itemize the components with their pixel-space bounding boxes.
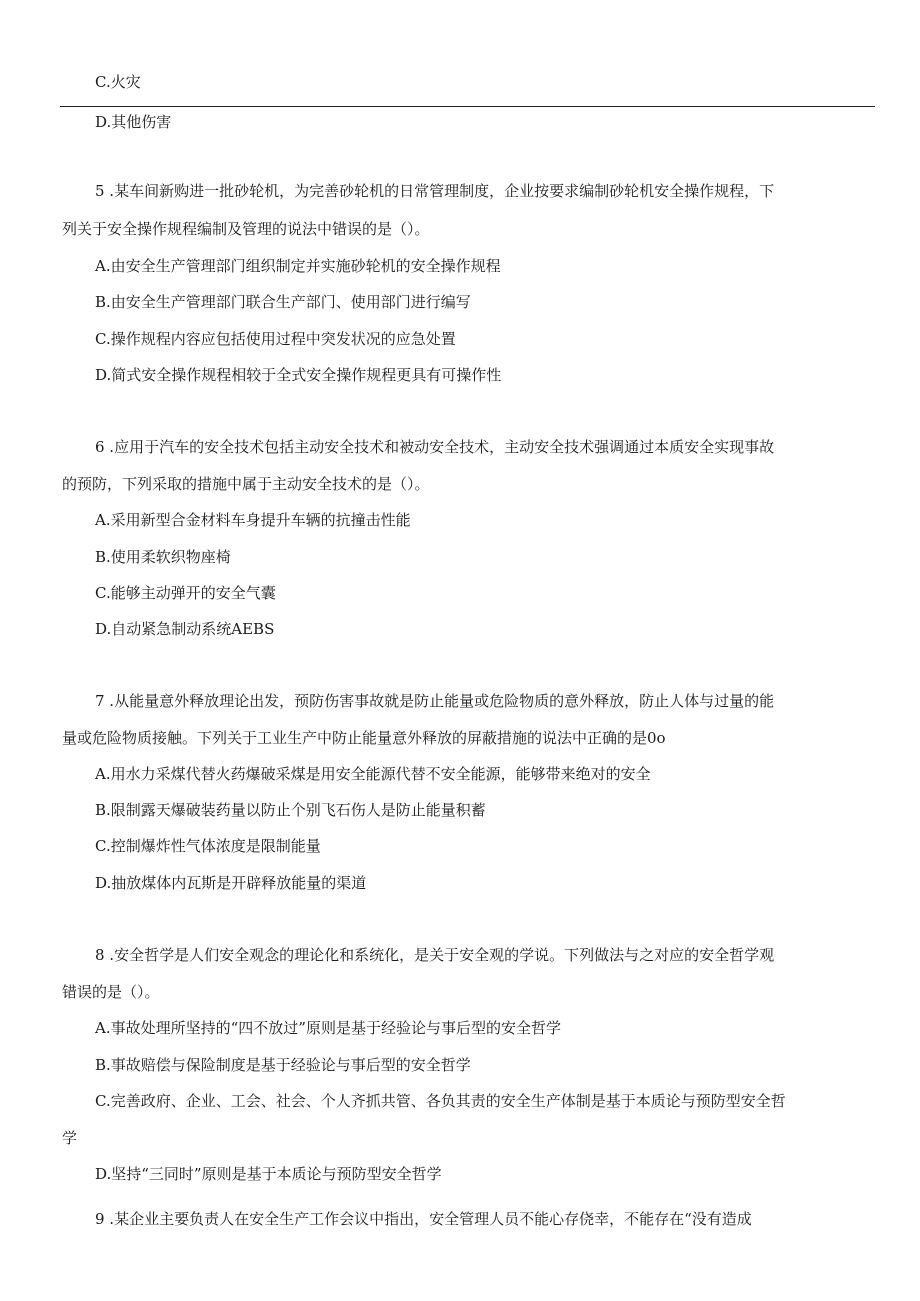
prev-option-c: C.火灾 [95, 73, 141, 91]
q5-option-a: A.由安全生产管理部门组织制定并实施砂轮机的安全操作规程 [95, 257, 501, 275]
q8-option-b: B.事故赔偿与保险制度是基于经验论与事后型的安全哲学 [95, 1056, 471, 1074]
page-divider [60, 106, 875, 107]
q5-option-d: D.简式安全操作规程相较于全式安全操作规程更具有可操作性 [95, 366, 502, 384]
q8-stem-line1: 8 .安全哲学是人们安全观念的理论化和系统化，是关于安全观的学说。下列做法与之对应的安全哲学观 [95, 946, 775, 964]
q8-option-c: C.完善政府、企业、工会、社会、个人齐抓共管、各负其责的安全生产体制是基于本质论与预防型安全哲 [95, 1092, 786, 1110]
q6-option-a: A.采用新型合金材料车身提升车辆的抗撞击性能 [95, 511, 411, 529]
q5-stem-line2: 列关于安全操作规程编制及管理的说法中错误的是（）。 [62, 220, 430, 238]
q6-stem-line2: 的预防，下列采取的措施中属于主动安全技术的是（）。 [62, 475, 430, 493]
q8-option-a: A.事故处理所坚持的“四不放过”原则是基于经验论与事后型的安全哲学 [95, 1019, 561, 1037]
q7-stem-line2: 量或危险物质接触。下列关于工业生产中防止能量意外释放的屏蔽措施的说法中正确的是0o [62, 729, 666, 747]
q5-option-b: B.由安全生产管理部门联合生产部门、使用部门进行编写 [95, 293, 471, 311]
q9-stem-line1: 9 .某企业主要负责人在安全生产工作会议中指出，安全管理人员不能心存侥幸，不能存在“没有造成 [95, 1210, 752, 1228]
q5-option-c: C.操作规程内容应包括使用过程中突发状况的应急处置 [95, 330, 456, 348]
q6-option-c: C.能够主动弹开的安全气囊 [95, 584, 276, 602]
q6-option-b: B.使用柔软织物座椅 [95, 548, 231, 566]
q7-option-b: B.限制露天爆破装药量以防止个别飞石伤人是防止能量积蓄 [95, 801, 486, 819]
q8-stem-line2: 错误的是（）。 [62, 983, 160, 1001]
prev-option-d: D.其他伤害 [95, 113, 172, 131]
q5-stem-line1: 5 .某车间新购进一批砂轮机，为完善砂轮机的日常管理制度，企业按要求编制砂轮机安全操作规程，下 [95, 182, 775, 200]
q7-option-c: C.控制爆炸性气体浓度是限制能量 [95, 837, 321, 855]
q6-stem-line1: 6 .应用于汽车的安全技术包括主动安全技术和被动安全技术，主动安全技术强调通过本质安全实现事故 [95, 438, 775, 456]
q7-option-d: D.抽放煤体内瓦斯是开辟释放能量的渠道 [95, 874, 367, 892]
q6-option-d: D.自动紧急制动系统AEBS [95, 620, 275, 638]
q8-option-c-wrap: 学 [62, 1129, 78, 1147]
q7-stem-line1: 7 .从能量意外释放理论出发，预防伤害事故就是防止能量或危险物质的意外释放，防止人体与过量的能 [95, 692, 775, 710]
q7-option-a: A.用水力采煤代替火药爆破采煤是用安全能源代替不安全能源，能够带来绝对的安全 [95, 765, 651, 783]
q8-option-d: D.坚持“三同时”原则是基于本质论与预防型安全哲学 [95, 1165, 442, 1183]
